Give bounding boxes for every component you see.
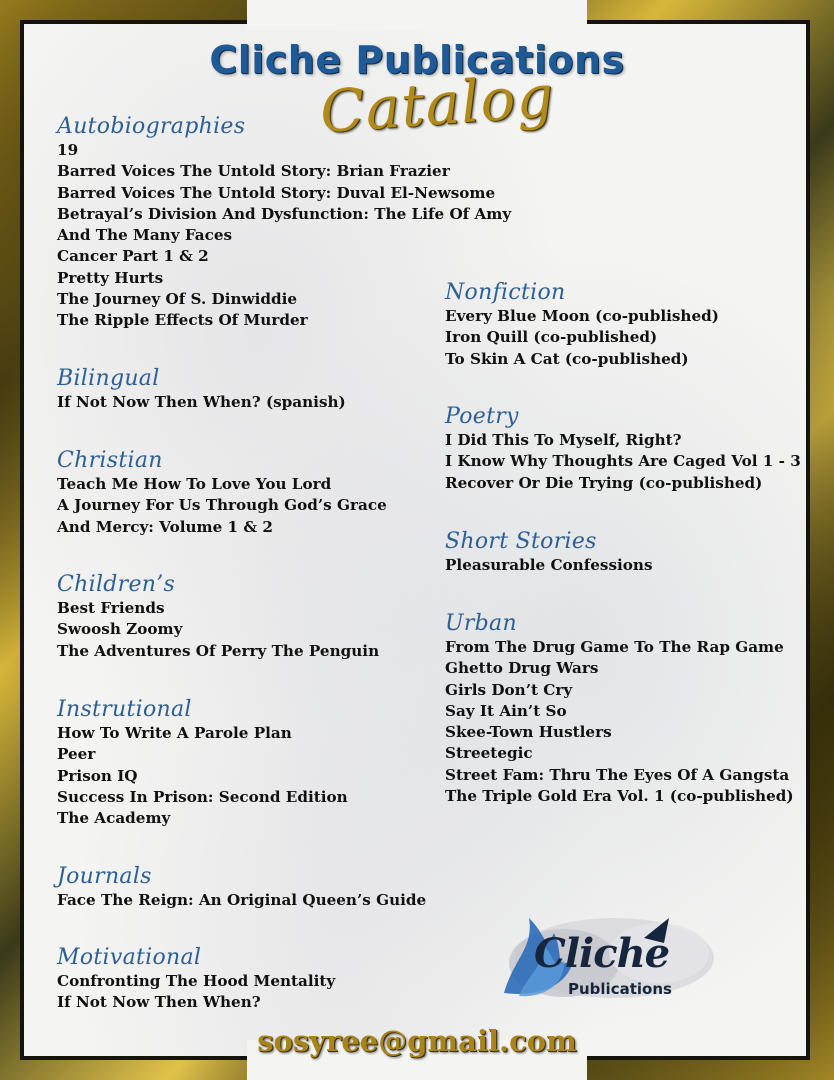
- book-title: Cancer Part 1 & 2: [57, 247, 209, 266]
- book-list: [57, 890, 426, 911]
- section-motivational: [57, 945, 335, 1014]
- section-heading: Motivational: [57, 945, 202, 970]
- book-list: [445, 555, 653, 576]
- book-title: Success In Prison: Second Edition: [57, 787, 348, 806]
- section-journals: [57, 864, 426, 911]
- section-heading: Children’s: [57, 572, 176, 597]
- section-heading: Short Stories: [445, 529, 597, 554]
- section-urban: [445, 611, 794, 807]
- book-title: From The Drug Game To The Rap Game: [445, 638, 784, 656]
- book-title: If Not Now Then When? (spanish): [57, 393, 346, 411]
- book-title: To Skin A Cat (co-published): [445, 349, 689, 368]
- book-title: Streetegic: [445, 744, 533, 763]
- book-title: A Journey For Us Through God’s Grace: [57, 496, 387, 515]
- book-title: The Academy: [57, 809, 171, 828]
- book-list: [445, 637, 794, 807]
- book-title: Every Blue Moon (co-published): [445, 307, 719, 325]
- book-title: Skee-Town Hustlers: [445, 723, 612, 742]
- book-list: [57, 392, 346, 413]
- section-childrens: [57, 572, 379, 662]
- book-title: Swoosh Zoomy: [57, 620, 183, 639]
- book-list: [57, 971, 335, 1014]
- book-title: Best Friends: [57, 599, 165, 617]
- book-title: How To Write A Parole Plan: [57, 724, 292, 742]
- section-bilingual: [57, 366, 346, 413]
- book-title: Street Fam: Thru The Eyes Of A Gangsta: [445, 765, 790, 784]
- book-list: [57, 723, 348, 829]
- book-title: Pleasurable Confessions: [445, 556, 653, 574]
- book-title: If Not Now Then When?: [57, 993, 261, 1012]
- top-paper-tab: [247, 0, 587, 30]
- book-title: Teach Me How To Love You Lord: [57, 475, 332, 493]
- book-title: Iron Quill (co-published): [445, 328, 658, 347]
- book-title: The Ripple Effects Of Murder: [57, 311, 308, 330]
- section-heading: Autobiographies: [57, 114, 246, 139]
- book-list: [57, 598, 379, 662]
- book-title: Confronting The Hood Mentality: [57, 972, 336, 990]
- book-title: And The Many Faces: [57, 226, 233, 245]
- section-heading: Christian: [57, 448, 163, 473]
- catalog-script-title: Catalog: [317, 61, 557, 147]
- book-title: The Journey Of S. Dinwiddie: [57, 290, 298, 309]
- book-title: Say It Ain’t So: [445, 701, 567, 720]
- book-title: Recover Or Die Trying (co-published): [445, 473, 763, 492]
- book-list: [57, 474, 387, 538]
- section-heading: Bilingual: [57, 366, 160, 391]
- book-list: [445, 306, 719, 370]
- section-nonfiction: [445, 280, 719, 370]
- book-title: Peer: [57, 745, 96, 764]
- logo-wordmark: Cliche: [534, 930, 670, 977]
- book-title: Betrayal’s Division And Dysfunction: The Life Of Amy: [57, 204, 512, 223]
- book-list: [445, 430, 801, 494]
- section-autobiographies: [57, 114, 511, 332]
- page-title: Cliche Publications: [209, 38, 625, 82]
- section-heading: Instrutional: [57, 697, 192, 722]
- book-title: I Know Why Thoughts Are Caged Vol 1 - 3: [445, 452, 801, 471]
- section-christian: [57, 448, 387, 538]
- book-title: Girls Don’t Cry: [445, 680, 573, 699]
- section-short-stories: [445, 529, 653, 576]
- book-title: Pretty Hurts: [57, 268, 164, 287]
- book-title: Prison IQ: [57, 766, 138, 785]
- section-instrutional: [57, 697, 348, 829]
- book-title: 19: [57, 141, 79, 159]
- section-heading: Journals: [57, 864, 152, 889]
- book-title: Barred Voices The Untold Story: Duval El-Newsome: [57, 183, 496, 202]
- section-poetry: [445, 404, 801, 494]
- book-title: The Triple Gold Era Vol. 1 (co-published): [445, 787, 794, 806]
- book-title: Ghetto Drug Wars: [445, 659, 599, 678]
- section-heading: Nonfiction: [445, 280, 566, 305]
- book-title: The Adventures Of Perry The Penguin: [57, 641, 380, 660]
- book-title: And Mercy: Volume 1 & 2: [57, 517, 273, 536]
- contact-email: sosyree@gmail.com: [257, 1024, 577, 1058]
- logo-subtext: Publications: [568, 980, 672, 998]
- section-heading: Poetry: [445, 404, 519, 429]
- book-title: I Did This To Myself, Right?: [445, 431, 682, 449]
- book-title: Face The Reign: An Original Queen’s Guide: [57, 891, 427, 909]
- book-list: [57, 140, 511, 332]
- book-title: Barred Voices The Untold Story: Brian Frazier: [57, 162, 450, 181]
- section-heading: Urban: [445, 611, 517, 636]
